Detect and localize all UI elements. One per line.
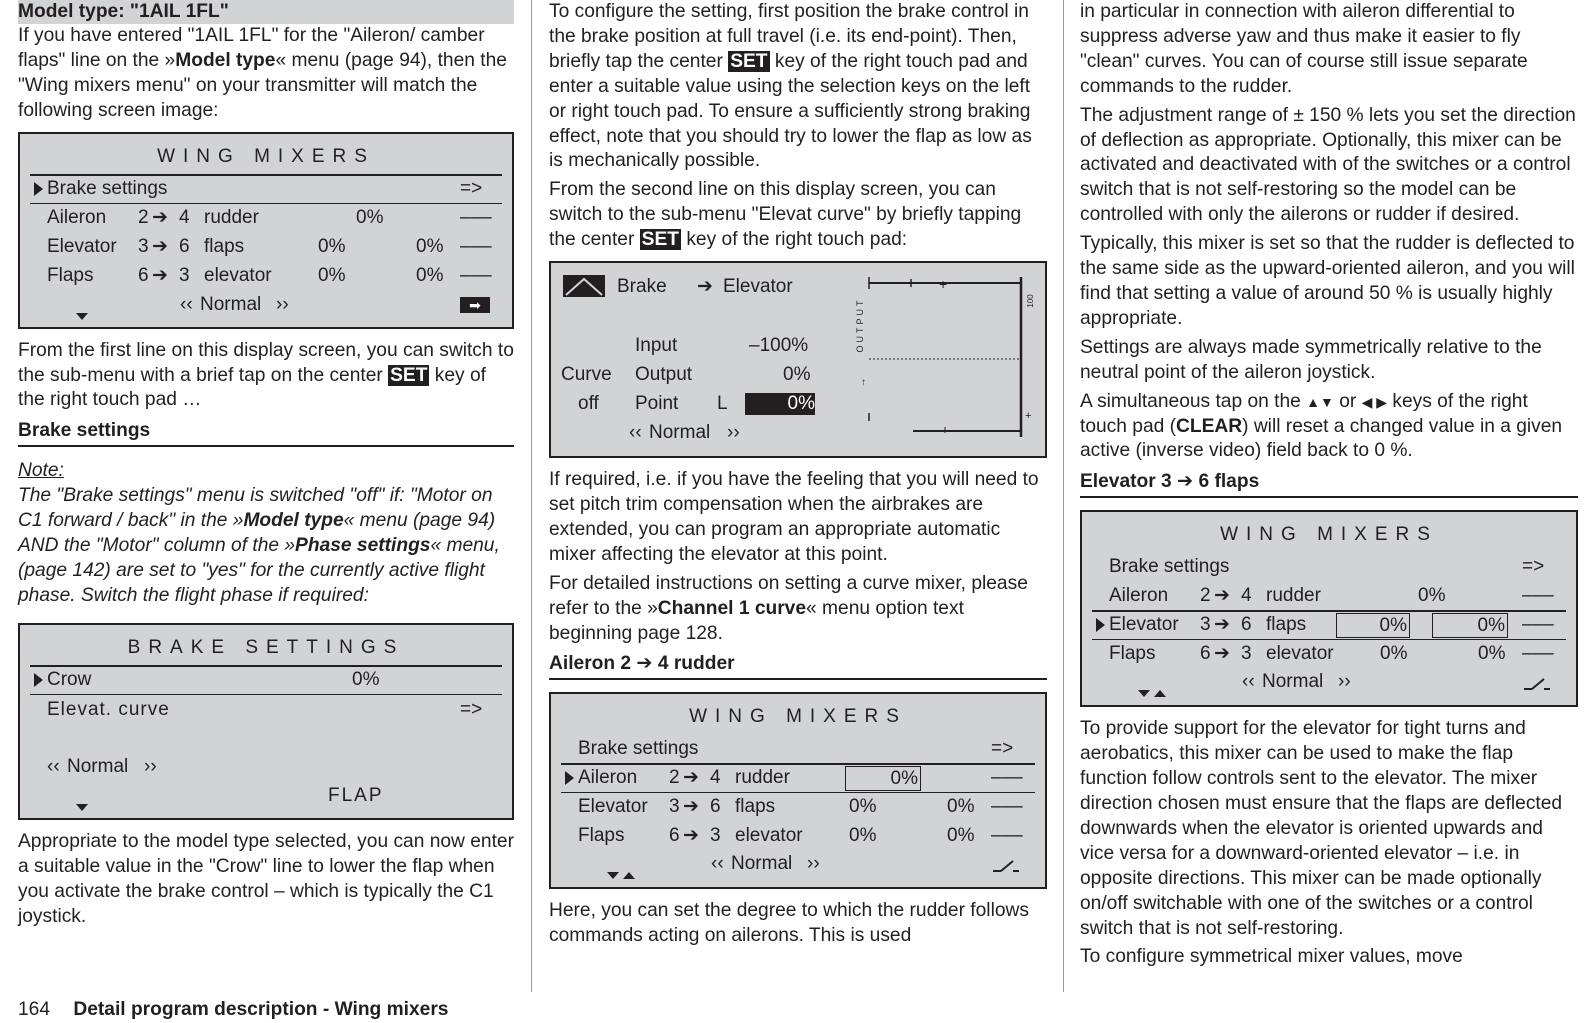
arrow-right-icon: ➔	[1214, 614, 1230, 636]
appropriate-paragraph: Appropriate to the model type selected, you can now enter a suitable value in the "Crow" line to lower the flap when you activate the brake control – which is typically the C1 joystick.	[18, 830, 514, 927]
phase-row[interactable]	[551, 850, 1045, 878]
mixer-row-elevator[interactable]: Elevator 3 ➔ 6 flaps 0% 0% –––	[1082, 611, 1576, 639]
bottom-row	[20, 782, 512, 810]
rudder-follows-paragraph: Here, you can set the degree to which the rudder follows commands acting on ailerons. This is used	[549, 900, 1029, 947]
phase-name: Normal	[67, 755, 129, 777]
mixer-row-flaps[interactable]: Flaps 6 ➔ 3 elevator 0% 0% –––	[20, 262, 512, 290]
phase-name: Normal	[731, 853, 793, 875]
point-row[interactable]: off Point L 0%	[578, 393, 815, 415]
output-row: Curve Output 0%	[561, 364, 811, 386]
set-key-badge: SET	[390, 364, 428, 386]
intro-paragraph: If you have entered "1AIL 1FL" for the "Aileron/ camber flaps" line on the »Model type« menu (page 94), then the "Wing mixers menu" on your transmitter will match the following screen image:	[18, 25, 507, 121]
screen-title: WING MIXERS	[1220, 524, 1438, 546]
mixer-row-aileron[interactable]: Aileron 2 ➔ 4 rudder 0% –––	[551, 764, 1045, 792]
set-key-badge: SET	[730, 50, 768, 72]
configure-symmetrical-paragraph: To configure symmetrical mixer values, move	[1080, 946, 1463, 968]
scroll-up-icon	[623, 860, 635, 888]
arrow-right-icon: ➔	[697, 276, 713, 298]
scroll-down-icon	[76, 301, 88, 329]
crow-value[interactable]: 0%	[352, 668, 380, 690]
cursor-arrow-icon	[1096, 618, 1105, 632]
aileron-differential-paragraph: in particular in connection with aileron differential to suppress adverse yaw and thus make it easier to fly "clean" curves. You can of course still issue separate commands to the rudder.	[1080, 1, 1528, 97]
typically-paragraph: Typically, this mixer is set so that the rudder is deflected to the same side as the upward-oriented aileron, and you will find that setting a value of around 50 % is usually highly appropriate.	[1080, 233, 1575, 329]
arrow-right-icon: ➔	[152, 264, 168, 286]
phase-name: Normal	[649, 422, 711, 444]
phase-right-icon: ››	[276, 293, 289, 315]
column-left	[18, 0, 514, 933]
phase-row[interactable]	[1082, 668, 1576, 696]
phase-left-icon: ‹‹	[711, 853, 724, 875]
arrow-keys-left-right-icon: ◀ ▶	[1361, 393, 1388, 410]
graph-axis-arrow: ↑	[861, 377, 866, 389]
phase-left-icon: ‹‹	[180, 293, 193, 315]
phase-right-icon: ››	[727, 422, 740, 444]
switch-arrow-icon: ➡	[460, 297, 490, 313]
phase-right-icon: ››	[807, 853, 820, 875]
submenu-arrow-icon: =>	[460, 698, 483, 720]
switch-open-icon	[991, 854, 1021, 882]
svg-text:+: +	[1025, 410, 1032, 423]
note-paragraph: The "Brake settings" menu is switched "off" if: "Motor on C1 forward / back" in the »Model type« menu (page 94) AND the "Motor" column of the »Phase settings« menu, (page 142) are set to "yes" for the currently active flight phase. Switch the flight phase if required:	[18, 485, 500, 606]
arrow-right-icon: ➔	[683, 796, 699, 818]
first-line-paragraph: From the first line on this display screen, you can switch to the sub-menu with a brief tap on the center SET key of the right touch pad …	[18, 339, 514, 411]
scroll-down-icon	[1138, 678, 1150, 706]
elevator-flaps-heading: Elevator 3 ➔ 6 flaps	[1080, 470, 1578, 498]
symmetric-paragraph: Settings are always made symmetrically relative to the neutral point of the aileron joystick.	[1080, 336, 1542, 383]
curve-graph	[851, 277, 1047, 449]
mixer-row-flaps[interactable]: Flaps 6 ➔ 3 elevator 0% 0% –––	[1082, 640, 1576, 668]
footer-title: Detail program description - Wing mixers	[73, 999, 449, 1020]
mixer-row-aileron[interactable]: Aileron 2 ➔ 4 rudder 0% –––	[1082, 582, 1576, 610]
brake-settings-label: Brake settings	[578, 738, 699, 760]
cursor-arrow-icon	[34, 673, 43, 687]
scroll-down-icon	[76, 792, 88, 820]
elevator-flaps-value-2-field[interactable]: 0%	[1432, 613, 1508, 638]
brake-settings-row[interactable]	[551, 735, 1045, 763]
submenu-arrow-icon: =>	[460, 177, 483, 199]
brake-label: Brake	[617, 276, 667, 298]
arrow-right-icon: ➔	[152, 235, 168, 257]
mixer-row-elevator[interactable]: Elevator 3 ➔ 6 flaps 0% 0% –––	[551, 793, 1045, 821]
phase-name: Normal	[1262, 671, 1324, 693]
graph-top-value: 100	[1026, 294, 1035, 308]
phase-right-icon: ››	[144, 755, 157, 777]
input-row: Input –100%	[635, 335, 809, 357]
second-line-paragraph: From the second line on this display screen, you can switch to the sub-menu "Elevat curve" by briefly tapping the center SET key of the right touch pad:	[549, 179, 1022, 251]
page-footer	[18, 998, 448, 1022]
phase-name: Normal	[200, 293, 262, 315]
scroll-down-icon	[607, 860, 619, 888]
brake-settings-heading: Brake settings	[18, 419, 514, 447]
brake-settings-screen	[18, 623, 514, 820]
arrow-right-icon: ➔	[683, 767, 699, 789]
configure-paragraph: To configure the setting, first position the brake control in the brake position at full travel (i.e. its end-point). Then, briefly tap the center SET key of the right touch pad and enter a suitable value using the selection keys on the left or right touch pad. To ensure a sufficiently strong braking effect, note that you should try to lower the flap as low as is mechanically possible.	[549, 1, 1032, 172]
elevator-flaps-value-1-field[interactable]: 0%	[1336, 613, 1410, 638]
elevat-curve-row[interactable]	[20, 696, 512, 724]
wing-mixers-screen-3	[1080, 510, 1578, 707]
brake-settings-label: Brake settings	[47, 177, 168, 199]
model-type-heading: Model type: "1AIL 1FL"	[18, 0, 514, 24]
curve-shape-icon	[563, 275, 605, 297]
svg-text:+: +	[939, 277, 948, 293]
mixer-row-aileron[interactable]: Aileron 2 ➔ 4 rudder 0% –––	[20, 204, 512, 232]
flap-label: FLAP	[328, 784, 384, 806]
crow-row[interactable]	[20, 666, 512, 694]
column-divider-1	[531, 0, 532, 992]
arrow-right-icon: ➔	[683, 825, 699, 847]
arrow-keys-up-down-icon: ▲▼	[1306, 393, 1334, 410]
phase-row[interactable]	[20, 753, 512, 781]
scroll-up-icon	[1154, 678, 1166, 706]
brake-settings-label: Brake settings	[1109, 556, 1230, 578]
curve-mixer-paragraph: For detailed instructions on setting a curve mixer, please refer to the »Channel 1 curve« menu option text beginning page 128.	[549, 572, 1028, 644]
column-divider-2	[1063, 0, 1064, 992]
aileron-rudder-value-field[interactable]: 0%	[845, 766, 921, 791]
wing-mixers-screen-2	[549, 692, 1047, 889]
arrow-right-icon: ➔	[1214, 585, 1230, 607]
elevat-curve-label: Elevat. curve	[47, 698, 170, 720]
submenu-arrow-icon: =>	[1522, 556, 1545, 578]
crow-label: Crow	[47, 668, 92, 690]
set-key-badge: SET	[641, 229, 679, 251]
wing-mixers-screen-1	[18, 132, 514, 329]
screen-title: WING MIXERS	[689, 706, 907, 728]
screen-title: BRAKE SETTINGS	[127, 636, 405, 658]
phase-right-icon: ››	[1338, 671, 1351, 693]
arrow-right-icon: ➔	[1214, 643, 1230, 665]
graph-axis-label: OUTPUT	[855, 297, 865, 353]
cursor-arrow-icon	[565, 771, 574, 785]
brake-settings-row[interactable]	[20, 175, 512, 203]
phase-left-icon: ‹‹	[1242, 671, 1255, 693]
elevator-support-paragraph: To provide support for the elevator for tight turns and aerobatics, this mixer can be used to make the flap function follow controls sent to the elevator. The mixer direction chosen must ensure that the flaps are deflected downwards when the elevator is oriented upwards and vice versa for a downward-oriented elevator – i.e. in opposite directions. This mixer can be made optionally on/off switchable with one of the switches or a control switch that is not self-restoring.	[1080, 718, 1563, 939]
cursor-arrow-icon	[34, 182, 43, 196]
note-label: Note:	[18, 460, 64, 482]
switch-open-icon	[1522, 672, 1552, 700]
phase-left-icon: ‹‹	[47, 755, 60, 777]
clear-paragraph: A simultaneous tap on the ▲▼ or ◀ ▶ keys of the right touch pad (CLEAR) will reset a changed value in a given active (inverse video) field back to 0 %.	[1080, 390, 1563, 462]
column-middle	[549, 0, 1047, 953]
screen-title: WING MIXERS	[157, 145, 375, 167]
mixer-row-flaps[interactable]: Flaps 6 ➔ 3 elevator 0% 0% –––	[551, 822, 1045, 850]
point-value-field[interactable]: 0%	[745, 393, 815, 415]
aileron-rudder-heading: Aileron 2 ➔ 4 rudder	[549, 652, 1047, 680]
submenu-arrow-icon: =>	[991, 738, 1014, 760]
column-right	[1080, 0, 1578, 974]
elevator-curve-screen	[549, 261, 1047, 458]
mixer-row-elevator[interactable]: Elevator 3 ➔ 6 flaps 0% 0% –––	[20, 233, 512, 261]
brake-settings-row[interactable]	[1082, 553, 1576, 581]
arrow-right-icon: ➔	[152, 206, 168, 228]
adjustment-range-paragraph: The adjustment range of ± 150 % lets you set the direction of deflection as appropriate. Optionally, this mixer can be activated and deactivated with of the switches or a control switch that is not self-restoring so the model can be controlled with only the ailerons or rudder if desired.	[1080, 104, 1576, 226]
phase-row[interactable]	[20, 291, 512, 319]
pitch-trim-paragraph: If required, i.e. if you have the feeling that you will need to set pitch trim compensation when the airbrakes are extended, you can program an appropriate automatic mixer affecting the elevator at this point.	[549, 469, 1039, 565]
page-number: 164	[18, 999, 51, 1020]
elevator-label: Elevator	[723, 276, 793, 298]
phase-left-icon: ‹‹	[629, 422, 642, 444]
